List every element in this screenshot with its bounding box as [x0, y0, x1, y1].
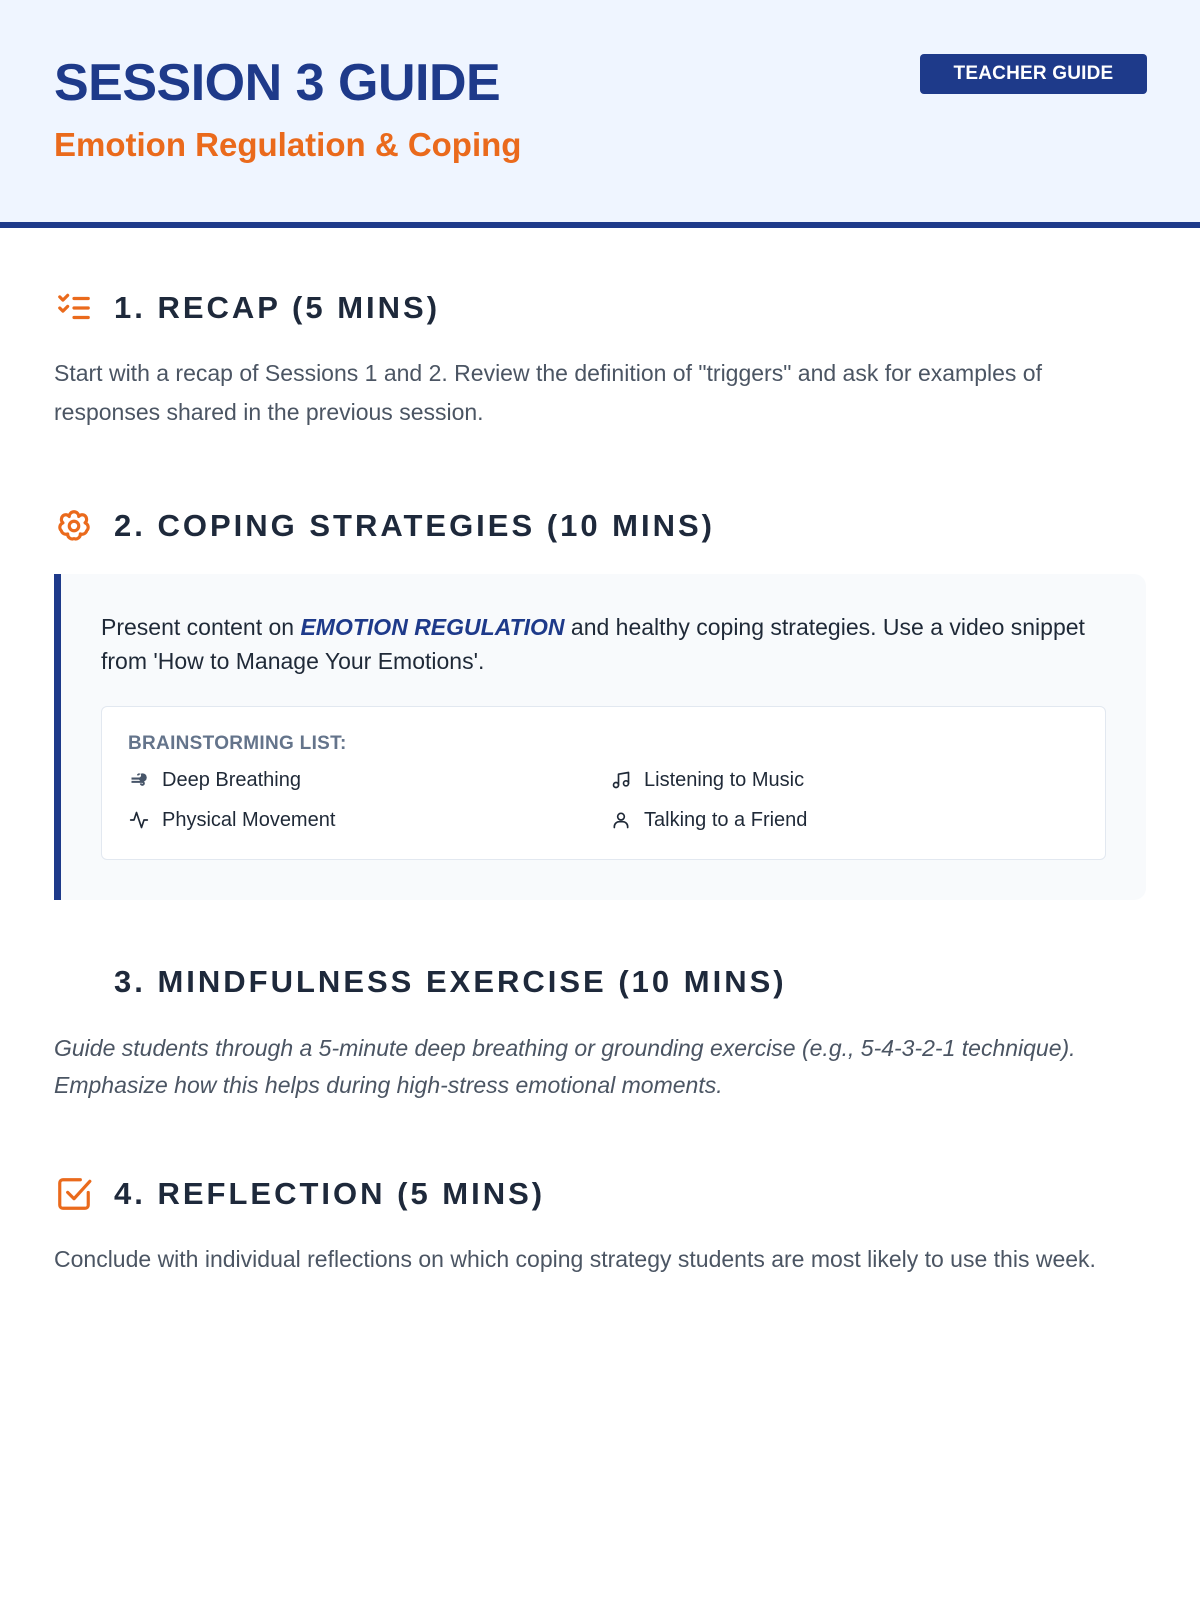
section-mindfulness-text: Guide students through a 5-minute deep breathing or grounding exercise (e.g., 5-4-3-2-1 technique). Emphasize how this helps during high-stress emotional moments.: [54, 1035, 1076, 1098]
checkbox-icon: [54, 1174, 94, 1214]
list-item-label: Deep Breathing: [162, 768, 301, 791]
list-item: [610, 767, 1079, 793]
coping-callout-text: [101, 610, 1106, 678]
page-header: [0, 0, 1200, 228]
section-reflection-title: 4. REFLECTION (5 MINS): [114, 1176, 546, 1211]
list-item-label: Listening to Music: [644, 768, 805, 791]
section-coping: [54, 504, 1146, 900]
coping-callout: [54, 574, 1146, 900]
list-item: [128, 767, 610, 793]
section-mindfulness-title: 3. MINDFULNESS EXERCISE (10 MINS): [114, 964, 787, 999]
teacher-guide-badge: TEACHER GUIDE: [920, 54, 1147, 94]
list-item-label: Physical Movement: [162, 808, 336, 831]
list-item: [128, 807, 610, 833]
coping-text-before: Present content on: [101, 614, 295, 640]
wind-icon: [128, 769, 150, 791]
emotion-regulation-emphasis: EMOTION REGULATION: [300, 614, 565, 640]
section-reflection: [54, 1172, 1146, 1279]
list-item-label: Talking to a Friend: [644, 808, 808, 831]
flower-icon: [54, 506, 94, 546]
section-reflection-text: Conclude with individual reflections on which coping strategy students are most likely to use this week.: [54, 1246, 1096, 1272]
section-recap: [54, 286, 1146, 432]
main-content: [0, 286, 1200, 1279]
section-recap-header: [54, 286, 1146, 330]
section-recap-text: Start with a recap of Sessions 1 and 2. Review the definition of "triggers" and ask for examples of responses shared in the previous session.: [54, 360, 1042, 425]
section-reflection-header: [54, 1172, 1146, 1216]
page-subtitle: Emotion Regulation & Coping: [54, 126, 522, 163]
brainstorming-list: [101, 706, 1106, 860]
section-mindfulness: [54, 960, 1146, 1104]
coping-text-after: and healthy coping strategies. Use a video snippet from 'How to Manage Your Emotions'.: [101, 614, 1085, 674]
user-icon: [610, 809, 632, 831]
activity-icon: [128, 809, 150, 831]
brainstorming-grid: [128, 767, 1079, 833]
list-item: [610, 807, 1079, 833]
section-coping-title: 2. COPING STRATEGIES (10 MINS): [114, 508, 716, 543]
page-title: SESSION 3 GUIDE: [54, 54, 501, 112]
section-recap-title: 1. RECAP (5 MINS): [114, 290, 441, 325]
brainstorming-label: BRAINSTORMING LIST:: [128, 733, 347, 754]
section-mindfulness-header: [54, 960, 1146, 1004]
music-icon: [610, 769, 632, 791]
section-coping-header: [54, 504, 1146, 548]
checklist-icon: [54, 288, 94, 328]
blank-icon: [54, 962, 94, 1002]
